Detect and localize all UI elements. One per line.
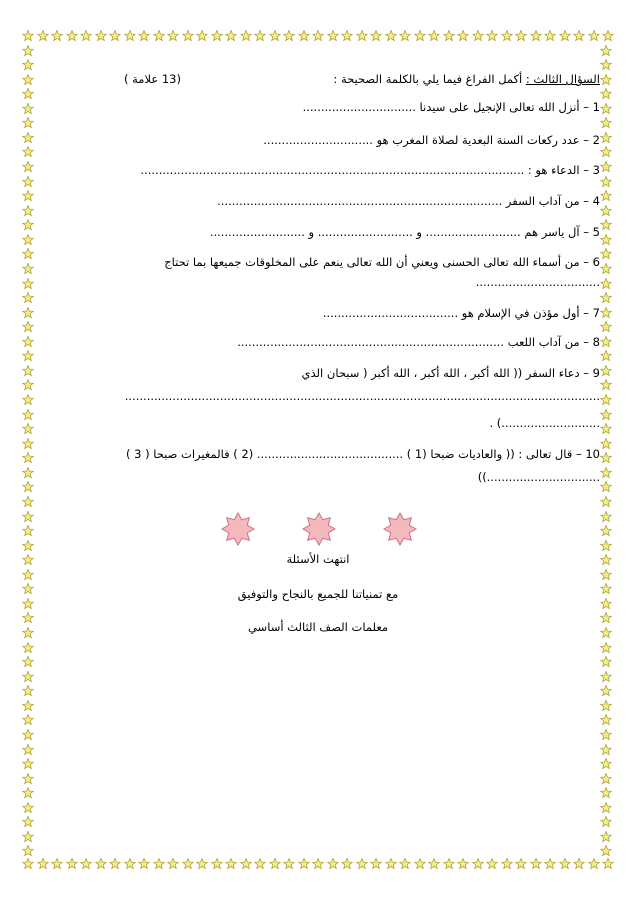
star-icon bbox=[80, 30, 92, 42]
star-icon bbox=[600, 816, 612, 828]
star-icon bbox=[515, 30, 527, 42]
star-icon bbox=[559, 30, 571, 42]
star-icon bbox=[22, 773, 34, 785]
star-icon bbox=[341, 858, 353, 870]
item-3: 3 – الدعاء هو : ......................................................................................................... bbox=[140, 163, 600, 177]
star-icon bbox=[66, 858, 78, 870]
star-icon bbox=[22, 700, 34, 712]
star-icon bbox=[600, 292, 612, 304]
star-icon bbox=[600, 773, 612, 785]
star-icon bbox=[22, 205, 34, 217]
star-icon bbox=[600, 467, 612, 479]
star-icon bbox=[515, 858, 527, 870]
star-icon bbox=[600, 146, 612, 158]
star-icon bbox=[22, 642, 34, 654]
star-icon bbox=[22, 365, 34, 377]
star-icon bbox=[22, 278, 34, 290]
star-icon bbox=[22, 292, 34, 304]
star-icon bbox=[600, 729, 612, 741]
star-icon bbox=[341, 30, 353, 42]
star-icon bbox=[22, 744, 34, 756]
star-icon bbox=[600, 307, 612, 319]
star-icon bbox=[95, 30, 107, 42]
star-icon bbox=[600, 205, 612, 217]
star-icon bbox=[298, 858, 310, 870]
star-icon bbox=[240, 30, 252, 42]
star-icon bbox=[486, 30, 498, 42]
star-icon bbox=[428, 30, 440, 42]
star-icon bbox=[196, 858, 208, 870]
item-6: 6 – من أسماء الله تعالى الحسنى ويعني أن الله تعالى ينعم على المخلوقات جميعها بما تحتاج bbox=[164, 255, 600, 269]
item-7: 7 – أول مؤذن في الإسلام هو ..................................... bbox=[322, 306, 600, 320]
item-9: 9 – دعاء السفر (( الله أكبر ، الله أكبر ، الله أكبر ( سبحان الذي bbox=[301, 366, 600, 380]
star-icon bbox=[298, 30, 310, 42]
star-icon bbox=[283, 858, 295, 870]
star-icon bbox=[22, 117, 34, 129]
star-icon bbox=[530, 30, 542, 42]
star-icon bbox=[37, 858, 49, 870]
star-icon bbox=[600, 700, 612, 712]
star-border-bottom bbox=[22, 858, 614, 872]
star-icon bbox=[600, 176, 612, 188]
star-icon bbox=[327, 30, 339, 42]
star-border-left bbox=[22, 30, 36, 872]
star-icon bbox=[22, 379, 34, 391]
star-icon bbox=[600, 248, 612, 260]
star-icon bbox=[600, 685, 612, 697]
star-icon bbox=[153, 858, 165, 870]
star-icon bbox=[414, 30, 426, 42]
star-icon bbox=[22, 467, 34, 479]
star-icon bbox=[600, 88, 612, 100]
star-icon bbox=[600, 132, 612, 144]
star-icon bbox=[51, 858, 63, 870]
star-icon bbox=[22, 190, 34, 202]
star-icon bbox=[22, 409, 34, 421]
star-icon bbox=[600, 744, 612, 756]
star-icon bbox=[22, 671, 34, 683]
question-title: السؤال الثالث : bbox=[525, 72, 600, 86]
star-icon bbox=[22, 321, 34, 333]
closing-end: انتهت الأسئلة bbox=[286, 552, 350, 566]
star-icon bbox=[443, 30, 455, 42]
star-icon bbox=[225, 30, 237, 42]
closing-wishes: مع تمنياتنا للجميع بالنجاح والتوفيق bbox=[237, 587, 399, 601]
item-10-end: ...............................)) bbox=[477, 470, 600, 484]
item-1: 1 – أنزل الله تعالى الإنجيل على سيدنا ............................... bbox=[302, 100, 600, 114]
star-icon bbox=[600, 161, 612, 173]
question-marks: (13 علامة ) bbox=[124, 72, 181, 86]
star-icon bbox=[211, 858, 223, 870]
star-icon bbox=[544, 30, 556, 42]
star-icon bbox=[37, 30, 49, 42]
star-icon bbox=[211, 30, 223, 42]
star-icon bbox=[428, 858, 440, 870]
star-icon bbox=[283, 30, 295, 42]
star-icon bbox=[600, 758, 612, 770]
star-icon bbox=[588, 30, 600, 42]
flower-icon bbox=[221, 512, 255, 546]
star-icon bbox=[240, 858, 252, 870]
star-icon bbox=[22, 132, 34, 144]
star-icon bbox=[399, 30, 411, 42]
star-icon bbox=[22, 176, 34, 188]
star-icon bbox=[22, 714, 34, 726]
star-icon bbox=[22, 569, 34, 581]
star-icon bbox=[22, 452, 34, 464]
star-icon bbox=[327, 858, 339, 870]
star-icon bbox=[124, 858, 136, 870]
star-icon bbox=[600, 787, 612, 799]
star-icon bbox=[254, 30, 266, 42]
star-icon bbox=[600, 671, 612, 683]
star-icon bbox=[138, 858, 150, 870]
star-icon bbox=[559, 858, 571, 870]
star-icon bbox=[472, 858, 484, 870]
star-icon bbox=[22, 685, 34, 697]
star-icon bbox=[22, 219, 34, 231]
star-icon bbox=[600, 219, 612, 231]
star-icon bbox=[544, 858, 556, 870]
star-icon bbox=[600, 642, 612, 654]
star-icon bbox=[312, 30, 324, 42]
question-instruction: أكمل الفراغ فيما يلي بالكلمة الصحيحة : bbox=[333, 72, 526, 86]
star-icon bbox=[269, 30, 281, 42]
star-icon bbox=[22, 263, 34, 275]
star-icon bbox=[600, 394, 612, 406]
star-icon bbox=[600, 845, 612, 857]
star-icon bbox=[22, 845, 34, 857]
star-icon bbox=[22, 161, 34, 173]
star-icon bbox=[22, 816, 34, 828]
star-icon bbox=[443, 858, 455, 870]
star-icon bbox=[501, 30, 513, 42]
star-icon bbox=[22, 336, 34, 348]
star-icon bbox=[356, 858, 368, 870]
star-border-top bbox=[22, 30, 614, 44]
star-icon bbox=[22, 234, 34, 246]
star-icon bbox=[51, 30, 63, 42]
item-9-answer: .................................................................................................................................. bbox=[124, 389, 600, 403]
star-icon bbox=[530, 858, 542, 870]
star-icon bbox=[66, 30, 78, 42]
item-8: 8 – من آداب اللعب ......................................................................... bbox=[237, 335, 600, 349]
star-icon bbox=[600, 74, 612, 86]
star-icon bbox=[600, 336, 612, 348]
star-icon bbox=[124, 30, 136, 42]
star-icon bbox=[196, 30, 208, 42]
star-icon bbox=[600, 569, 612, 581]
star-icon bbox=[600, 802, 612, 814]
star-icon bbox=[385, 30, 397, 42]
star-icon bbox=[600, 117, 612, 129]
flower-decoration bbox=[0, 512, 636, 548]
star-icon bbox=[588, 858, 600, 870]
star-icon bbox=[22, 802, 34, 814]
star-icon bbox=[600, 350, 612, 362]
star-icon bbox=[22, 59, 34, 71]
star-icon bbox=[22, 307, 34, 319]
star-icon bbox=[457, 858, 469, 870]
star-icon bbox=[22, 146, 34, 158]
star-icon bbox=[600, 379, 612, 391]
star-icon bbox=[573, 858, 585, 870]
star-icon bbox=[399, 858, 411, 870]
star-icon bbox=[600, 45, 612, 57]
item-5: 5 – آل ياسر هم .......................... و .......................... و .......................... bbox=[209, 225, 600, 239]
star-icon bbox=[95, 858, 107, 870]
star-icon bbox=[600, 59, 612, 71]
star-icon bbox=[22, 394, 34, 406]
star-icon bbox=[600, 234, 612, 246]
closing-signature: معلمات الصف الثالث أساسي bbox=[247, 620, 389, 634]
item-2: 2 – عدد ركعات السنة البعدية لصلاة المغرب هو .............................. bbox=[263, 133, 600, 147]
star-icon bbox=[182, 30, 194, 42]
star-icon bbox=[225, 858, 237, 870]
star-icon bbox=[600, 365, 612, 377]
star-icon bbox=[414, 858, 426, 870]
star-icon bbox=[269, 858, 281, 870]
star-icon bbox=[138, 30, 150, 42]
star-icon bbox=[22, 103, 34, 115]
star-border-right bbox=[600, 30, 614, 872]
star-icon bbox=[472, 30, 484, 42]
flower-icon bbox=[302, 512, 336, 546]
star-icon bbox=[312, 858, 324, 870]
item-10: 10 – قال تعالى : (( والعاديات ضبحا (1 ) ........................................ (2 ) فالمغيرات صبحا ( 3 ) bbox=[125, 447, 600, 461]
star-icon bbox=[600, 452, 612, 464]
item-6-answer: .................................. bbox=[475, 275, 600, 289]
star-icon bbox=[573, 30, 585, 42]
flower-icon bbox=[383, 512, 417, 546]
star-icon bbox=[22, 350, 34, 362]
star-icon bbox=[600, 496, 612, 508]
star-icon bbox=[600, 423, 612, 435]
star-icon bbox=[370, 858, 382, 870]
star-icon bbox=[22, 496, 34, 508]
star-icon bbox=[22, 758, 34, 770]
star-icon bbox=[600, 103, 612, 115]
star-icon bbox=[22, 248, 34, 260]
star-icon bbox=[600, 263, 612, 275]
star-icon bbox=[600, 409, 612, 421]
star-icon bbox=[254, 858, 266, 870]
star-icon bbox=[600, 481, 612, 493]
star-icon bbox=[600, 656, 612, 668]
star-icon bbox=[600, 714, 612, 726]
star-icon bbox=[22, 88, 34, 100]
item-4: 4 – من آداب السفر .............................................................................. bbox=[217, 194, 600, 208]
star-icon bbox=[600, 438, 612, 450]
star-icon bbox=[370, 30, 382, 42]
star-icon bbox=[22, 423, 34, 435]
item-9-end: ...........................) . bbox=[489, 416, 600, 430]
star-icon bbox=[501, 858, 513, 870]
star-icon bbox=[356, 30, 368, 42]
star-icon bbox=[182, 858, 194, 870]
star-icon bbox=[167, 858, 179, 870]
star-icon bbox=[22, 656, 34, 668]
star-icon bbox=[600, 831, 612, 843]
star-icon bbox=[385, 858, 397, 870]
star-icon bbox=[22, 74, 34, 86]
star-icon bbox=[22, 481, 34, 493]
star-icon bbox=[600, 321, 612, 333]
star-icon bbox=[167, 30, 179, 42]
star-icon bbox=[457, 30, 469, 42]
question-header bbox=[60, 72, 600, 86]
star-icon bbox=[22, 787, 34, 799]
star-icon bbox=[109, 858, 121, 870]
star-icon bbox=[486, 858, 498, 870]
star-icon bbox=[600, 190, 612, 202]
star-icon bbox=[22, 831, 34, 843]
star-icon bbox=[22, 45, 34, 57]
star-icon bbox=[109, 30, 121, 42]
star-icon bbox=[153, 30, 165, 42]
star-icon bbox=[80, 858, 92, 870]
star-icon bbox=[22, 438, 34, 450]
star-icon bbox=[22, 729, 34, 741]
star-icon bbox=[600, 278, 612, 290]
